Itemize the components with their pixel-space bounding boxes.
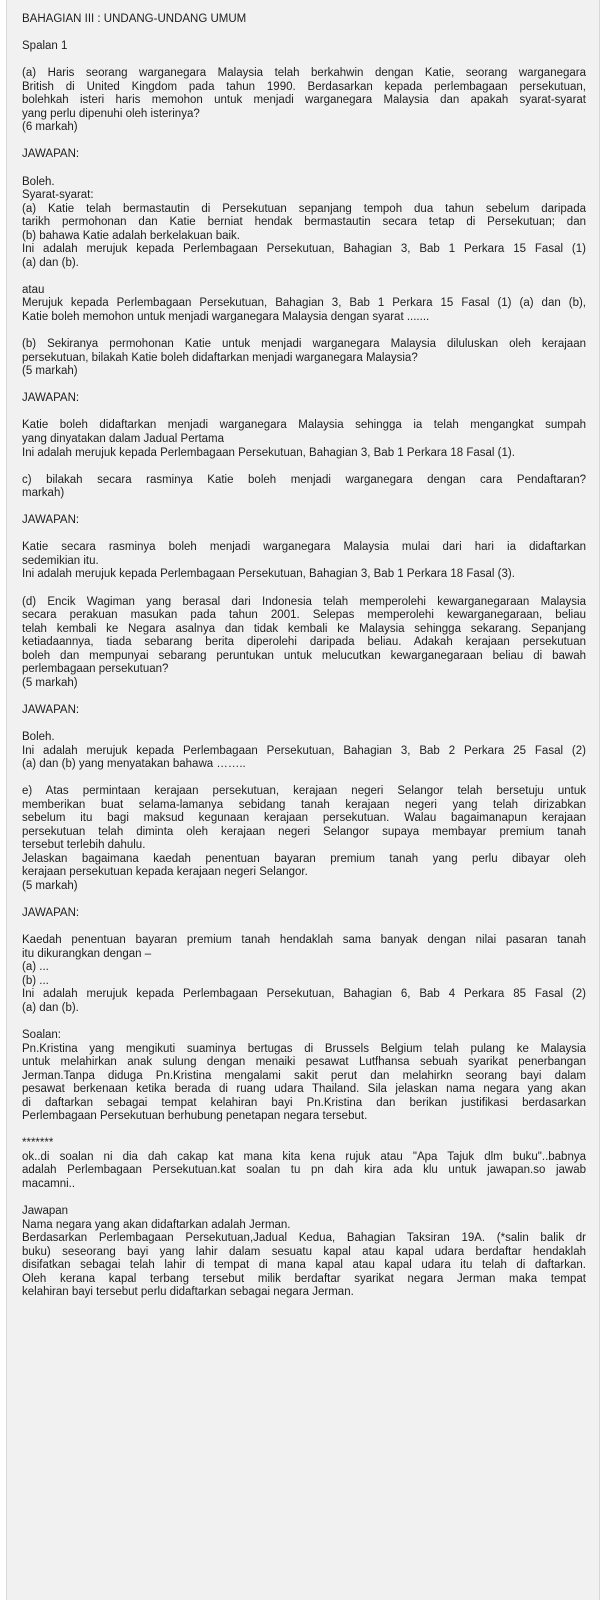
text-line: Perlembagaan Persekutuan berhubung penetapan negara tersebut. [22, 1110, 368, 1123]
paragraph-b13 [22, 704, 586, 718]
paragraph-b3 [22, 148, 586, 162]
text-line: JAWAPAN: [22, 148, 80, 161]
text-line: c) bilakah secara rasminya Katie boleh menjadi warganegara dengan cara Pendaftaran? [22, 473, 586, 486]
text-line: secara perakuan masukan pada tahun 2001. Selepas memperolehi kewarganegaraan, beliau [22, 609, 586, 622]
paragraph-b14 [22, 731, 586, 772]
text-line: (5 markah) [22, 676, 78, 689]
paragraph-b2 [22, 67, 586, 135]
text-line: Ini adalah merujuk kepada Perlembagaan Persekutuan, Bahagian 6, Bab 4 Perkara 85 Fasal (2) [22, 988, 586, 1001]
text-line: ******* [22, 1137, 54, 1150]
text-line: Ini adalah merujuk kepada Perlembagaan Persekutuan, Bahagian 3, Bab 1 Perkara 18 Fasal (1). [22, 446, 515, 459]
paragraph-b6 [22, 338, 586, 379]
paragraph-b7 [22, 392, 586, 406]
paragraph-b17 [22, 934, 586, 1015]
text-line: (a) dan (b). [22, 256, 79, 269]
text-line: kelahiran bayi tersebut perlu didaftarkan sebagai negara Jerman. [22, 1286, 354, 1299]
text-line: yang dinyatakan dalam Jadual Pertama [22, 432, 225, 445]
text-line: persekutuan, bilakah Katie boleh didaftarkan menjadi warganegara Malaysia? [22, 351, 418, 364]
text-line: Ini adalah merujuk kepada Perlembagaan Persekutuan, Bahagian 3, Bab 1 Perkara 15 Fasal (1) [22, 243, 586, 256]
text-line: untuk melahirkan anak sulung dengan menaiki pesawat Lutfhansa sebuah syarikat penerbangan [22, 1056, 586, 1069]
paragraph-b12 [22, 596, 586, 691]
text-line: Kaedah penentuan bayaran premium tanah hendaklah sama banyak dengan nilai pasaran tanah [22, 934, 586, 947]
text-line: (5 markah) [22, 365, 78, 378]
text-line: JAWAPAN: [22, 392, 80, 405]
text-line: bolehkah isteri haris memohon untuk menjadi warganegara Malaysia dan apakah syarat-syarat [22, 94, 586, 107]
paragraph-b8 [22, 419, 586, 460]
text-line: persekutuan telah diminta oleh kerajaan negeri Selangor supaya membayar premium tanah [22, 825, 586, 838]
text-line: Ini adalah merujuk kepada Perlembagaan Persekutuan, Bahagian 3, Bab 2 Perkara 25 Fasal (2) [22, 744, 586, 757]
text-line: JAWAPAN: [22, 907, 80, 920]
document-body [22, 40, 586, 1300]
text-line: kerajaan persekutuan kepada kerajaan negeri Selangor. [22, 866, 308, 879]
text-line: Boleh. [22, 730, 55, 743]
paragraph-b5 [22, 284, 586, 325]
text-line: (b) Sekiranya permohonan Katie untuk menjadi warganegara Malaysia diluluskan oleh kerajaan [22, 338, 586, 351]
text-line: (a) dan (b) yang menyatakan bahawa …….. [22, 758, 246, 771]
text-line: sebelum itu bagi maksud kegunaan kerajaan persekutuan. Walau bagaimanapun kerajaan [22, 812, 586, 825]
text-line: Syarat-syarat: [22, 189, 94, 202]
text-line: itu dikurangkan dengan – [22, 947, 152, 960]
paragraph-b9 [22, 474, 586, 501]
text-line: Berdasarkan Perlembagaan Persekutuan,Jadual Kedua, Bahagian Taksiran 19A. (*salin balik dr [22, 1232, 586, 1245]
text-line: Jerman.Tanpa diduga Pn.Kristina mengalami sakit perut dan melahirkn seorang bayi dalam [22, 1069, 586, 1082]
text-line: JAWAPAN: [22, 703, 80, 716]
text-line: Katie secara rasminya boleh menjadi warganegara Malaysia mulai dari hari ia didaftarkan [22, 541, 586, 554]
text-line: Boleh. [22, 175, 55, 188]
text-line: Ini adalah merujuk kepada Perlembagaan Persekutuan, Bahagian 3, Bab 1 Perkara 18 Fasal (3). [22, 568, 515, 581]
text-line: (a) Katie telah bermastautin di Persekutuan sepanjang tempoh dua tahun sebelum daripada [22, 202, 586, 215]
paragraph-b20 [22, 1205, 586, 1300]
paragraph-b11 [22, 541, 586, 582]
title-text: BAHAGIAN III : UNDANG-UNDANG UMUM [22, 13, 247, 25]
text-line: memberikan buat selama-lamanya sebidang tanah kerajaan negeri yang telah dirizabkan [22, 798, 586, 811]
text-line: Soalan: [22, 1029, 62, 1042]
text-line: Jelaskan bagaimana kaedah penentuan bayaran premium tanah yang perlu dibayar oleh [22, 852, 586, 865]
text-line: boleh dan mempunyai sebarang peruntukan untuk melucutkan kewarganegaraan beliau di bawah [22, 649, 586, 662]
text-line: buku) seseorang bayi yang lahir dalam sesuatu kapal atau kapal udara berdaftar hendaklah [22, 1245, 586, 1258]
paragraph-b19 [22, 1137, 586, 1191]
text-line: Jawapan [22, 1205, 69, 1218]
text-line: macamni.. [22, 1178, 76, 1191]
text-line: ketiadaannya, tiada sebarang berita diperolehi daripada beliau. Adakah kerajaan persekutuan [22, 636, 586, 649]
text-line: tersebut terlebih dahulu. [22, 839, 146, 852]
document-page [6, 0, 600, 1600]
paragraph-b16 [22, 907, 586, 921]
text-line: pesawat berkenaan ketika berada di ruang udara Thailand. Sila jelaskan nama negara yang akan [22, 1083, 586, 1096]
text-line: Merujuk kepada Perlembagaan Persekutuan, Bahagian 3, Bab 1 Perkara 15 Fasal (1) (a) dan (b), [22, 297, 586, 310]
text-line: yang perlu dipenuhi oleh isterinya? [22, 107, 200, 120]
text-line: Oleh kerana kapal terbang tersebut milik berdaftar syarikat negara Jerman maka tempat [22, 1272, 586, 1285]
text-line: (a) Haris seorang warganegara Malaysia telah berkahwin dengan Katie, seorang warganegara [22, 67, 586, 80]
text-line: disifatkan sebagai telah lahir di tempat di mana kapal atau kapal udara itu telah di daftarkan. [22, 1259, 586, 1272]
text-line: JAWAPAN: [22, 514, 80, 527]
paragraph-b1 [22, 40, 586, 54]
text-line: atau [22, 283, 45, 296]
text-line: (b) ... [22, 974, 49, 987]
text-line: British di United Kingdom pada tahun 1990. Berdasarkan kepada perlembagaan persekutuan, [22, 80, 586, 93]
paragraph-b4 [22, 176, 586, 271]
text-line: (b) bahawa Katie adalah berkelakuan baik. [22, 229, 241, 242]
text-line: Katie boleh didaftarkan menjadi warganegara Malaysia sehingga ia telah mengangkat sumpah [22, 419, 586, 432]
text-line: Spalan 1 [22, 40, 68, 53]
text-line: (a) ... [22, 961, 49, 974]
text-line: (6 markah) [22, 121, 78, 134]
text-line: Katie boleh memohon untuk menjadi warganegara Malaysia dengan syarat ....... [22, 311, 430, 324]
text-line: (5 markah) [22, 880, 78, 892]
paragraph-b18 [22, 1029, 586, 1124]
text-line: ok..di soalan ni dia dah cakap kat mana kita kena rujuk atau "Apa Tajuk dlm buku"..babnya [22, 1150, 586, 1163]
document-title [22, 13, 586, 27]
text-line: telah kembali ke Negara asalnya dan tidak kembali ke Malaysia sehingga sekarang. Sepanjang [22, 622, 586, 635]
text-line: (d) Encik Wagiman yang berasal dari Indonesia telah memperolehi kewarganegaraan Malaysia [22, 595, 586, 608]
text-line: Pn.Kristina yang mengikuti suaminya bertugas di Brussels Belgium telah pulang ke Malaysia [22, 1042, 586, 1055]
text-line: e) Atas permintaan kerajaan persekutuan, kerajaan negeri Selangor telah bersetuju untuk [22, 785, 586, 798]
text-line: sedemikian itu. [22, 554, 99, 567]
paragraph-b10 [22, 514, 586, 528]
text-line: perlembagaan persekutuan? [22, 663, 169, 676]
text-line: di daftarkan sebagai tempat kelahiran bayi Pn.Kristina dan berikan justifikasi berdasarkan [22, 1096, 586, 1109]
paragraph-b15 [22, 785, 586, 893]
text-line: (a) dan (b). [22, 1001, 79, 1014]
text-line: tarikh permohonan dan Katie berniat hendak bermastautin secara tetap di Persekutuan; dan [22, 216, 586, 229]
text-line: markah) [22, 487, 65, 500]
text-line: Nama negara yang akan didaftarkan adalah Jerman. [22, 1218, 291, 1231]
text-line: adalah Perlembagaan Persekutuan.kat soalan tu pn dah kira ada klu untuk jawapan.so jawab [22, 1164, 586, 1177]
